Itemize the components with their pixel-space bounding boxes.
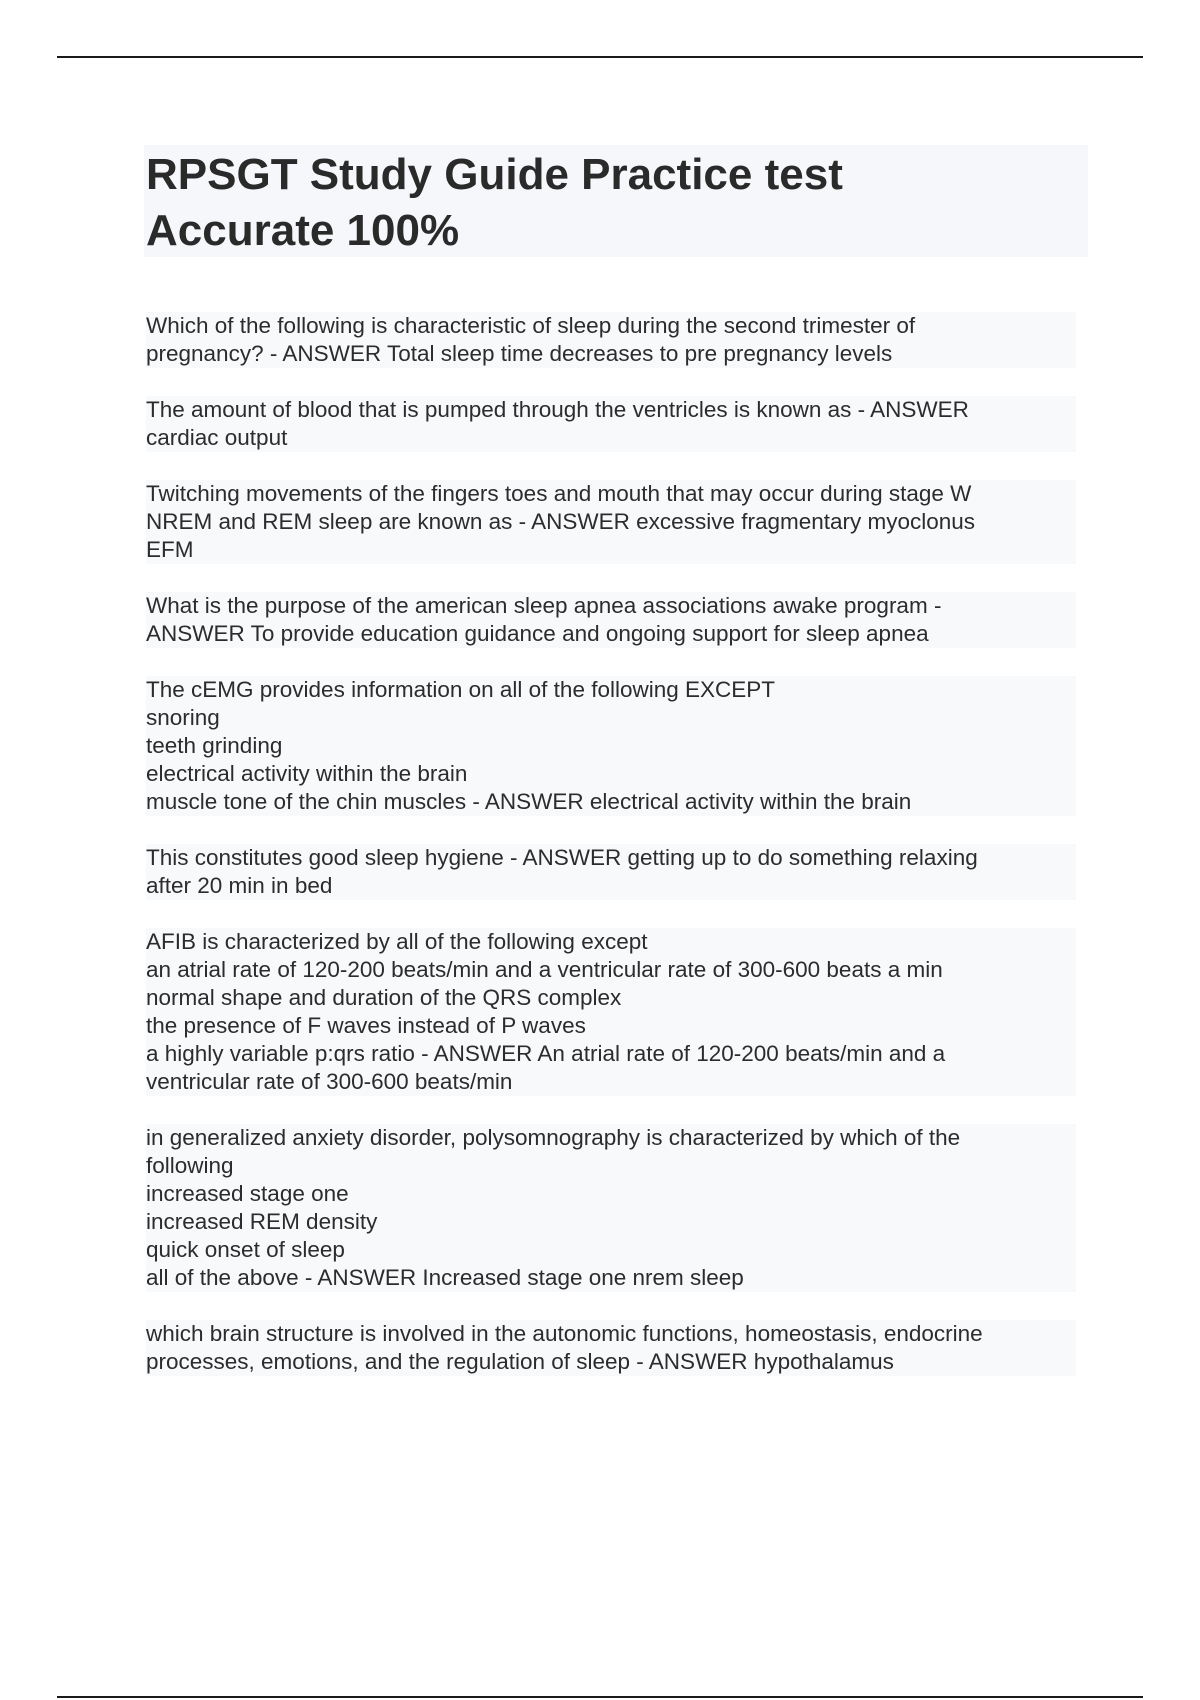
- qa-line: ventricular rate of 300-600 beats/min: [146, 1068, 1076, 1096]
- qa-line: What is the purpose of the american sleep apnea associations awake program -: [146, 592, 1076, 620]
- title-line-2: Accurate 100%: [146, 206, 460, 255]
- qa-line: in generalized anxiety disorder, polysomnography is characterized by which of the: [146, 1124, 1076, 1152]
- qa-item: [146, 480, 1076, 564]
- qa-line: The amount of blood that is pumped through the ventricles is known as - ANSWER: [146, 396, 1076, 424]
- qa-line: AFIB is characterized by all of the following except: [146, 928, 1076, 956]
- qa-line: all of the above - ANSWER Increased stage one nrem sleep: [146, 1264, 1076, 1292]
- top-rule: [57, 56, 1143, 58]
- qa-line: snoring: [146, 704, 1076, 732]
- qa-item: [146, 1124, 1076, 1292]
- qa-line: muscle tone of the chin muscles - ANSWER electrical activity within the brain: [146, 788, 1076, 816]
- qa-line: after 20 min in bed: [146, 872, 1076, 900]
- qa-line: processes, emotions, and the regulation of sleep - ANSWER hypothalamus: [146, 1348, 1076, 1376]
- page-title: [146, 147, 1076, 259]
- qa-line: the presence of F waves instead of P waves: [146, 1012, 1076, 1040]
- qa-item: [146, 844, 1076, 900]
- qa-item: [146, 928, 1076, 1096]
- qa-line: pregnancy? - ANSWER Total sleep time decreases to pre pregnancy levels: [146, 340, 1076, 368]
- qa-line: quick onset of sleep: [146, 1236, 1076, 1264]
- qa-line: electrical activity within the brain: [146, 760, 1076, 788]
- qa-item: [146, 312, 1076, 368]
- qa-line: a highly variable p:qrs ratio - ANSWER An atrial rate of 120-200 beats/min and a: [146, 1040, 1076, 1068]
- qa-line: which brain structure is involved in the autonomic functions, homeostasis, endocrine: [146, 1320, 1076, 1348]
- qa-line: increased REM density: [146, 1208, 1076, 1236]
- qa-line: The cEMG provides information on all of the following EXCEPT: [146, 676, 1076, 704]
- qa-line: normal shape and duration of the QRS complex: [146, 984, 1076, 1012]
- qa-line: teeth grinding: [146, 732, 1076, 760]
- qa-line: This constitutes good sleep hygiene - ANSWER getting up to do something relaxing: [146, 844, 1076, 872]
- qa-line: Twitching movements of the fingers toes and mouth that may occur during stage W: [146, 480, 1076, 508]
- qa-line: Which of the following is characteristic of sleep during the second trimester of: [146, 312, 1076, 340]
- qa-line: NREM and REM sleep are known as - ANSWER excessive fragmentary myoclonus: [146, 508, 1076, 536]
- qa-item: [146, 1320, 1076, 1376]
- qa-line: increased stage one: [146, 1180, 1076, 1208]
- title-line-1: RPSGT Study Guide Practice test: [146, 150, 843, 199]
- qa-line: cardiac output: [146, 424, 1076, 452]
- qa-line: EFM: [146, 536, 1076, 564]
- qa-item: [146, 592, 1076, 648]
- qa-line: ANSWER To provide education guidance and ongoing support for sleep apnea: [146, 620, 1076, 648]
- qa-item: [146, 676, 1076, 816]
- qa-list: [146, 312, 1076, 1404]
- qa-line: following: [146, 1152, 1076, 1180]
- bottom-rule: [57, 1696, 1143, 1698]
- qa-item: [146, 396, 1076, 452]
- qa-line: an atrial rate of 120-200 beats/min and a ventricular rate of 300-600 beats a min: [146, 956, 1076, 984]
